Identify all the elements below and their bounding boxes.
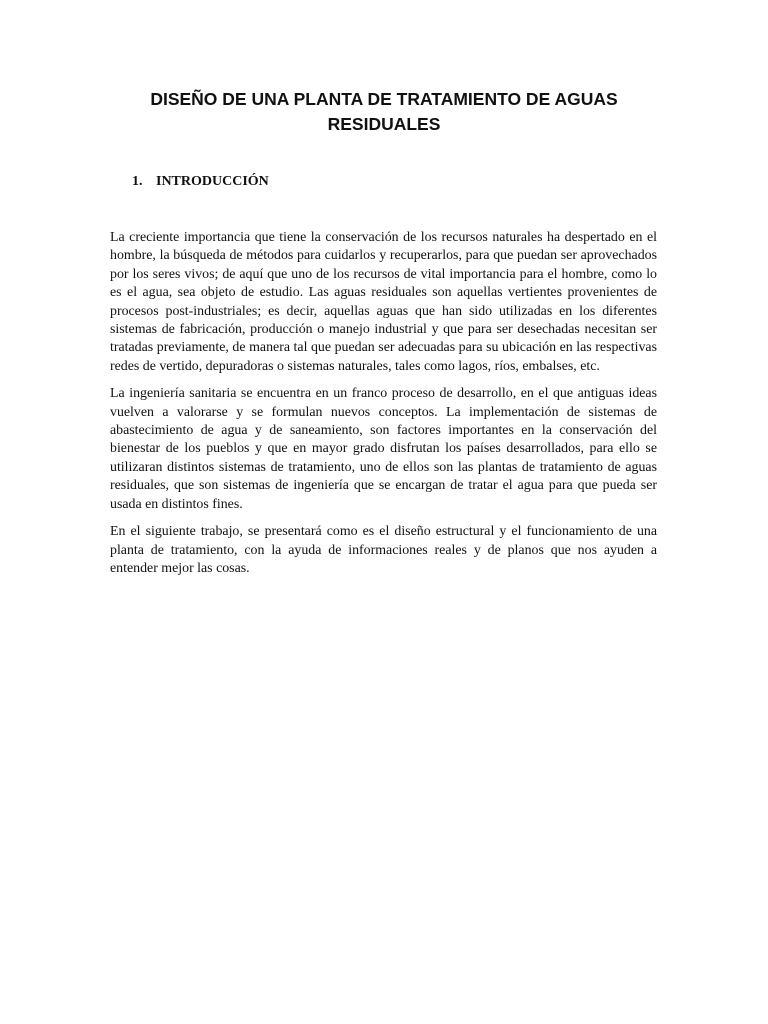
body-text <box>110 229 657 587</box>
paragraph-2: La ingeniería sanitaria se encuentra en un franco proceso de desarrollo, en el que antiguas ideas vuelven a valorarse y se formulan nuevos conceptos. La implementación de sistemas de abastecimiento de agua y de saneamiento, son factores importantes en la conservación del bienestar de los pueblos y que en mayor grado disfrutan los países desarrollados, para ello se utilizaran distintos sistemas de tratamiento, uno de ellos son las plantas de tratamiento de aguas residuales, que son sistemas de ingeniería que se encargan de tratar el agua para que pueda ser usada en distintos fines. <box>110 386 657 512</box>
section-heading <box>132 173 269 191</box>
section-title: INTRODUCCIÓN <box>156 174 269 189</box>
section-number: 1. <box>132 174 143 189</box>
paragraph-1: La creciente importancia que tiene la conservación de los recursos naturales ha despertado en el hombre, la búsqueda de métodos para cuidarlos y recuperarlos, para que puedan ser aprovechados por los seres vivos; de aquí que uno de los recursos de vital importancia para el hombre, como lo es el agua, sea objeto de estudio. Las aguas residuales son aquellas vertientes provenientes de procesos post-industriales; es decir, aquellas aguas que han sido utilizadas en los diferentes sistemas de fabricación, producción o manejo industrial y que para ser desechadas necesitan ser tratadas previamente, de manera tal que puedan ser adecuadas para su ubicación en las respectivas redes de vertido, depuradoras o sistemas naturales, tales como lagos, ríos, embalses, etc. <box>110 230 657 374</box>
document-title: DISEÑO DE UNA PLANTA DE TRATAMIENTO DE AGUAS RESIDUALES <box>150 89 618 134</box>
paragraph-3: En el siguiente trabajo, se presentará como es el diseño estructural y el funcionamiento de una planta de tratamiento, con la ayuda de informaciones reales y de planos que nos ayuden a entender mejor las cosas. <box>110 524 657 576</box>
